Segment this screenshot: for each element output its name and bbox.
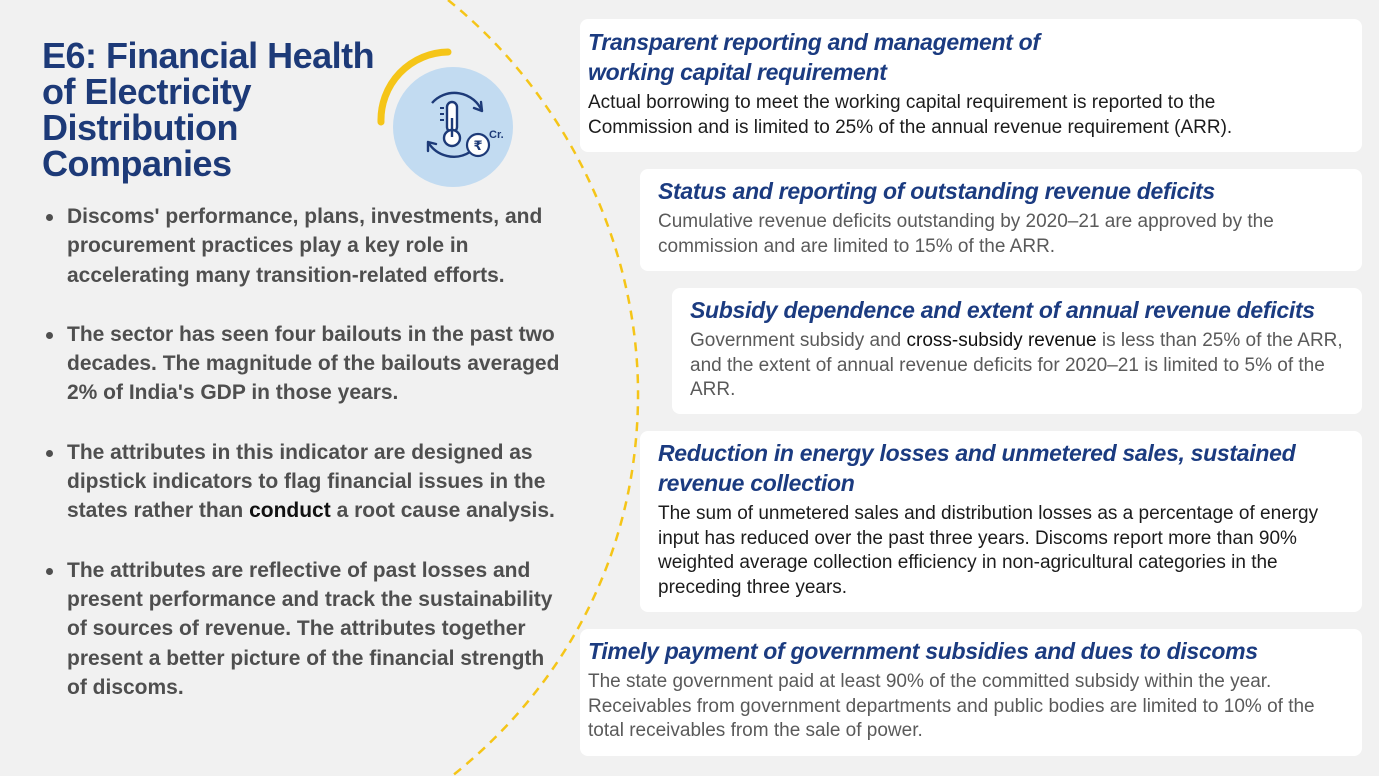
bullet-item [40, 438, 560, 526]
card-working-capital [580, 19, 1362, 152]
bullet-text: The attributes in this indicator are designed as dipstick indicators to flag financial issues in the states rather than [67, 440, 546, 523]
card-title: Timely payment of government subsidies and dues to discoms [588, 638, 1258, 664]
card-title: Subsidy dependence and extent of annual revenue deficits [690, 297, 1315, 323]
bullet-emphasis: conduct [249, 499, 331, 523]
bullet-text: The attributes are reflective of past losses and present performance and track the sustainability of sources of revenue. The attributes together present a better picture of the financial strength of discoms. [67, 558, 553, 699]
card-body-text: is less than 25% of the ARR, and the extent of annual revenue deficits for 2020–21 is limited to 5% of the ARR. [690, 330, 1343, 400]
card-body-text: Government subsidy and [690, 330, 907, 351]
card-timely-payment [580, 629, 1362, 756]
bullet-text: The sector has seen four bailouts in the past two decades. The magnitude of the bailouts averaged 2% of India's GDP in those years. [67, 322, 560, 405]
page-title-line: Companies [42, 143, 232, 184]
card-revenue-deficits [640, 169, 1362, 271]
bullet-item [40, 202, 560, 290]
card-body-emphasis: cross-subsidy revenue [906, 330, 1097, 351]
card-subsidy-dependence [672, 288, 1362, 414]
svg-text:₹: ₹ [473, 139, 483, 154]
bullet-item [40, 320, 560, 408]
bullet-list [40, 202, 560, 732]
bullet-text: Discoms' performance, plans, investments, and procurement practices play a key role in accelerating many transition-related efforts. [67, 205, 543, 287]
page-title [42, 35, 382, 184]
icon-badge: Cr. [489, 129, 504, 141]
card-body: Actual borrowing to meet the working capital requirement is reported to the Commission and is limited to 25% of the annual revenue requirement (ARR). [588, 92, 1233, 138]
page-title-line: Distribution [42, 107, 238, 148]
bullet-text: a root cause analysis. [330, 499, 555, 523]
card-title: Transparent reporting and management of working capital requirement [588, 29, 1040, 85]
card-title: Status and reporting of outstanding revenue deficits [658, 178, 1215, 204]
card-title: Reduction in energy losses and unmetered sales, sustained revenue collection [658, 440, 1296, 496]
page-title-line: of Electricity [42, 71, 252, 112]
page-title-line: E6: Financial Health [42, 35, 375, 76]
bullet-item [40, 556, 560, 702]
card-body: Cumulative revenue deficits outstanding by 2020–21 are approved by the commission and are limited to 15% of the ARR. [658, 211, 1274, 257]
card-body [690, 329, 1350, 403]
card-body: The sum of unmetered sales and distribution losses as a percentage of energy input has reduced over the past three years. Discoms report more than 90% weighted average collection efficiency in non-agricultural categories in the preceding three years. [658, 503, 1319, 598]
card-body: The state government paid at least 90% of the committed subsidy within the year. Receivables from government departments and public bodies are limited to 10% of the total receivables from the sale of power. [588, 671, 1315, 741]
card-energy-losses [640, 431, 1362, 612]
